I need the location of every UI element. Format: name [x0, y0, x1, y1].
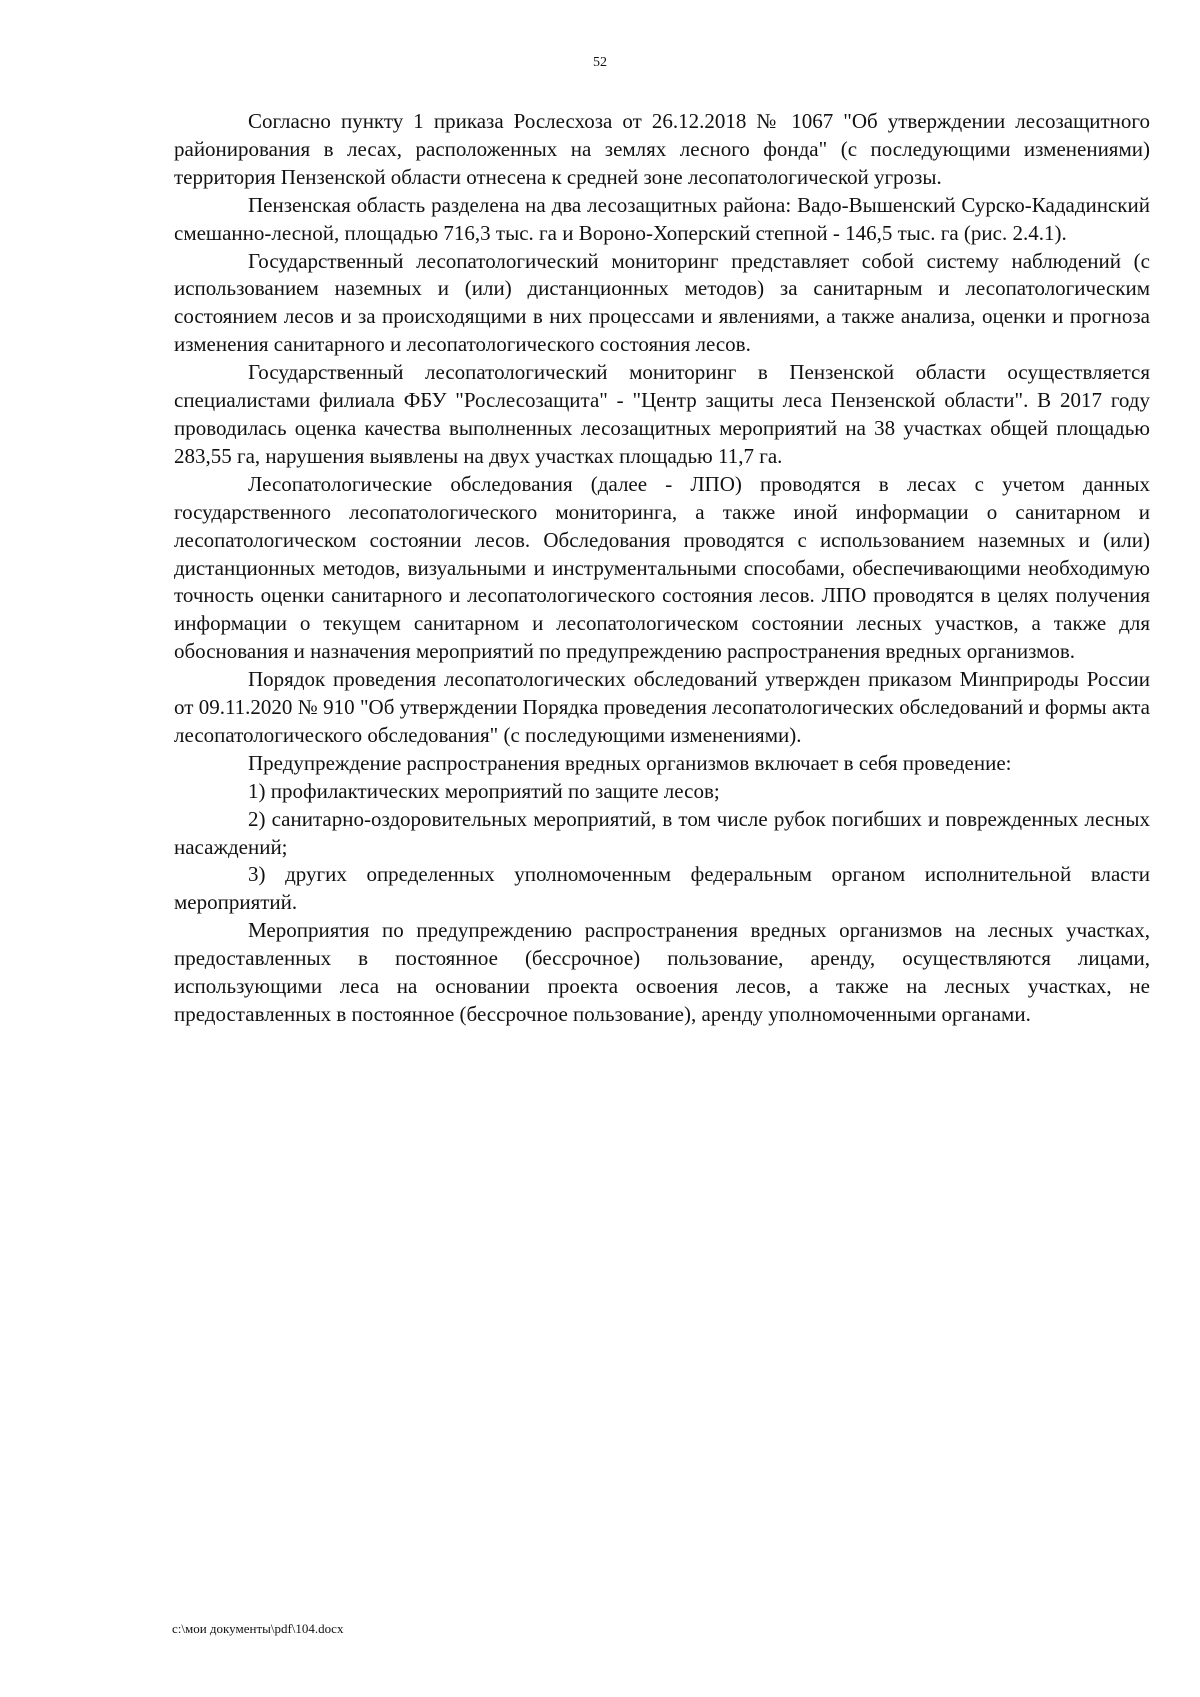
list-item-1: 1) профилактических мероприятий по защите лесов;: [248, 778, 720, 803]
footer-file-path: c:\мои документы\pdf\104.docx: [172, 1621, 344, 1636]
paragraph-forest-districts: Пензенская область разделена на два лесозащитных района: Вадо-Вышенский Сурско-Кададинский смешанно-лесной, площадью 716,3 тыс. га и Вороно-Хоперский степной - 146,5 тыс. га (рис. 2.4.1).: [174, 192, 1150, 245]
paragraph-survey-procedure: Порядок проведения лесопатологических обследований утвержден приказом Минприроды России от 09.11.2020 № 910 "Об утверждении Порядка проведения лесопатологических обследований и формы акта лесопатологического обследования" (с последующими изменениями).: [174, 667, 1150, 747]
paragraph-monitoring-penza: Государственный лесопатологический мониторинг в Пензенской области осуществляется специалистами филиала ФБУ "Рослесозащита" - "Центр защиты леса Пензенской области". В 2017 году проводилась оценка качества выполненных лесозащитных мероприятий на 38 участках общей площадью 283,55 га, нарушения выявлены на двух участках площадью 11,7 га.: [174, 360, 1150, 468]
page-number: 52: [593, 55, 607, 70]
paragraph-prevention-intro: Предупреждение распространения вредных организмов включает в себя проведение:: [248, 750, 1012, 775]
paragraph-forest-zoning: Согласно пункту 1 приказа Рослесхоза от 26.12.2018 № 1067 "Об утверждении лесозащитного районирования в лесах, расположенных на землях лесного фонда" (с последующими изменениями) территория Пензенской области отнесена к средней зоне лесопатологической угрозы.: [174, 109, 1150, 189]
list-item-3: 3) других определенных уполномоченным федеральным органом исполнительной власти мероприятий.: [174, 862, 1150, 915]
paragraph-prevention-responsibility: Мероприятия по предупреждению распространения вредных организмов на лесных участках, предоставленных в постоянное (бессрочное) пользование, аренду, осуществляются лицами, использующими леса на основании проекта освоения лесов, а также на лесных участках, не предоставленных в постоянное (бессрочное пользование), аренду уполномоченными органами.: [174, 918, 1150, 1026]
document-body: [174, 108, 1150, 1029]
list-item-2: 2) санитарно-оздоровительных мероприятий, в том числе рубок погибших и поврежденных лесных насаждений;: [174, 806, 1150, 859]
paragraph-monitoring-definition: Государственный лесопатологический мониторинг представляет собой систему наблюдений (с использованием наземных и (или) дистанционных методов) за санитарным и лесопатологическим состоянием лесов и за происходящими в них процессами и явлениями, а также анализа, оценки и прогноза изменения санитарного и лесопатологического состояния лесов.: [174, 248, 1150, 357]
paragraph-lpo-surveys: Лесопатологические обследования (далее - ЛПО) проводятся в лесах с учетом данных государственного лесопатологического мониторинга, а также иной информации о санитарном и лесопатологическом состоянии лесов. Обследования проводятся с использованием наземных и (или) дистанционных методов, визуальными и инструментальными способами, обеспечивающими необходимую точность оценки санитарного и лесопатологического состояния лесов. ЛПО проводятся в целях получения информации о текущем санитарном и лесопатологическом состоянии лесных участков, а также для обоснования и назначения мероприятий по предупреждению распространения вредных организмов.: [174, 471, 1150, 664]
